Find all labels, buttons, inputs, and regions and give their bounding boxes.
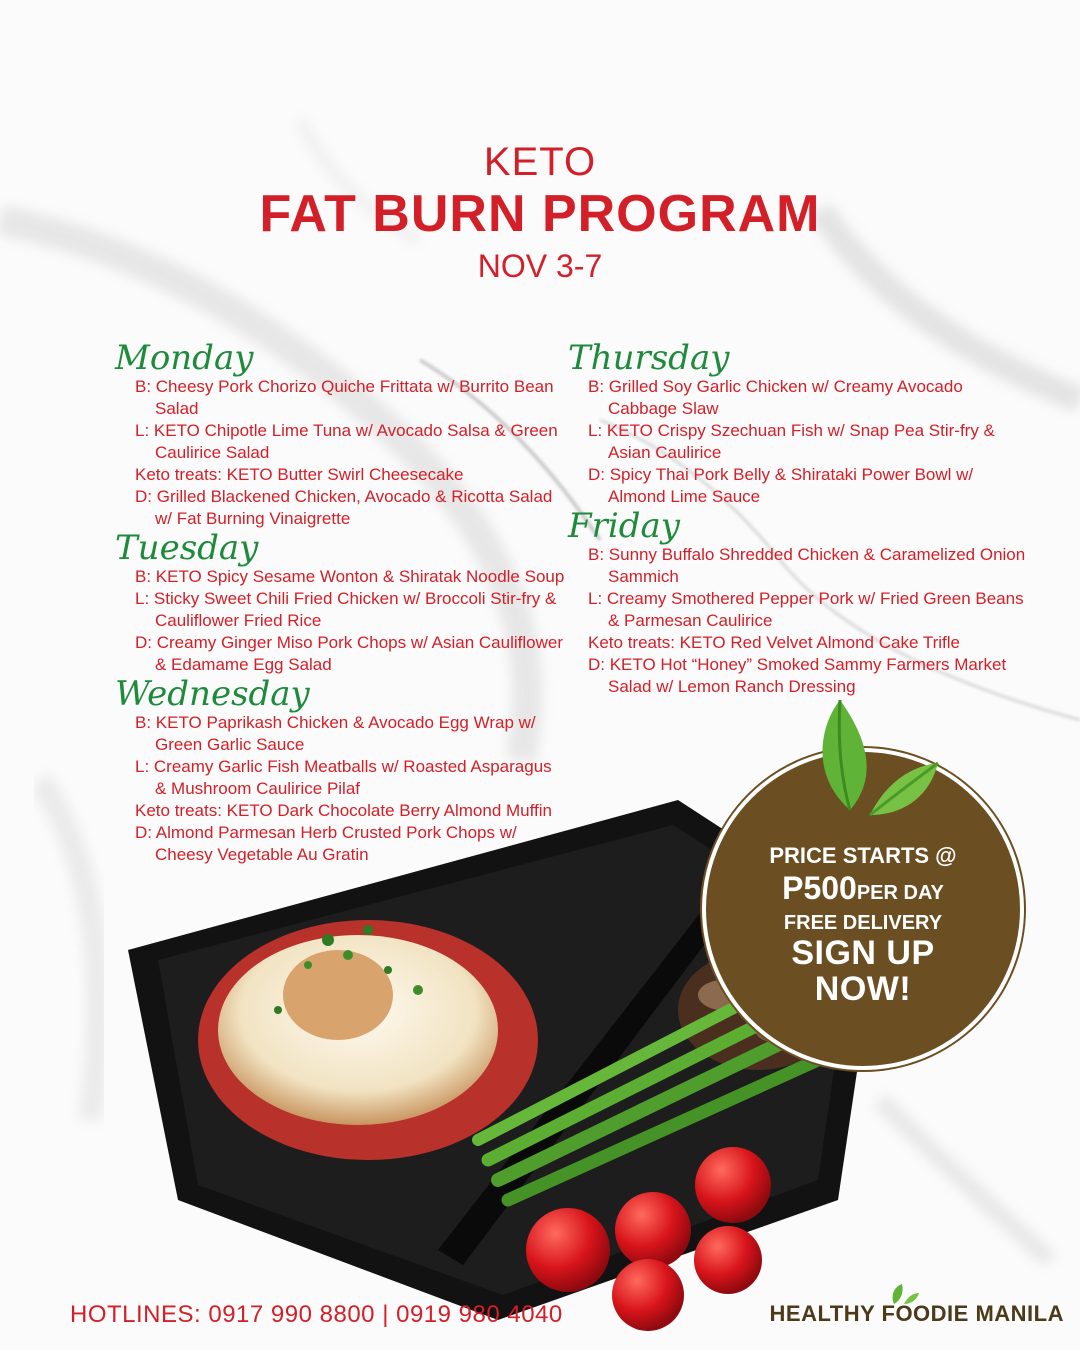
wednesday-breakfast: B: KETO Paprikash Chicken & Avocado Egg Wrap w/ Green Garlic Sauce bbox=[135, 713, 536, 754]
tuesday-lunch: L: Sticky Sweet Chili Fried Chicken w/ Broccoli Stir-fry & Cauliflower Fried Rice bbox=[135, 589, 557, 630]
badge-price-unit: PER DAY bbox=[856, 882, 944, 904]
wednesday-treat: Keto treats: KETO Dark Chocolate Berry Almond Muffin bbox=[135, 801, 552, 820]
monday-treat: Keto treats: KETO Butter Swirl Cheesecake bbox=[135, 465, 464, 484]
thursday-lunch: L: KETO Crispy Szechuan Fish w/ Snap Pea Stir-fry & Asian Caulirice bbox=[588, 421, 995, 462]
day-title-thursday: Thursday bbox=[568, 338, 730, 378]
program-header bbox=[0, 140, 1080, 286]
monday-lunch: L: KETO Chipotle Lime Tuna w/ Avocado Salsa & Green Caulirice Salad bbox=[135, 421, 558, 462]
header-keto: KETO bbox=[483, 140, 597, 184]
badge-sign-up: SIGN UP bbox=[791, 934, 935, 972]
day-title-monday: Monday bbox=[115, 338, 254, 378]
day-title-friday: Friday bbox=[568, 506, 680, 546]
brand-name: HEALTHY FOODIE MANILA bbox=[769, 1301, 1064, 1326]
day-title-wednesday: Wednesday bbox=[115, 674, 310, 714]
tuesday-breakfast: B: KETO Spicy Sesame Wonton & Shiratak Noodle Soup bbox=[135, 567, 565, 586]
friday-treat: Keto treats: KETO Red Velvet Almond Cake Trifle bbox=[588, 633, 960, 652]
day-title-tuesday: Tuesday bbox=[115, 528, 259, 568]
badge-text bbox=[706, 842, 1020, 1007]
header-program-title: FAT BURN PROGRAM bbox=[259, 185, 821, 243]
thursday-dinner: D: Spicy Thai Pork Belly & Shirataki Power Bowl w/ Almond Lime Sauce bbox=[588, 465, 974, 506]
hotlines[interactable]: HOTLINES: 0917 990 8800 | 0919 980 4040 bbox=[70, 1301, 563, 1328]
tuesday-dinner: D: Creamy Ginger Miso Pork Chops w/ Asian Cauliflower & Edamame Egg Salad bbox=[135, 633, 563, 674]
monday-dinner: D: Grilled Blackened Chicken, Avocado & Ricotta Salad w/ Fat Burning Vinaigrette bbox=[135, 487, 553, 528]
badge-price bbox=[706, 870, 1020, 911]
menu-column-left bbox=[115, 338, 565, 866]
thursday-breakfast: B: Grilled Soy Garlic Chicken w/ Creamy Avocado Cabbage Slaw bbox=[588, 377, 963, 418]
header-dates: NOV 3-7 bbox=[477, 248, 603, 284]
badge-now: NOW! bbox=[814, 970, 912, 1008]
wednesday-dinner: D: Almond Parmesan Herb Crusted Pork Chops w/ Cheesy Vegetable Au Gratin bbox=[135, 823, 517, 864]
badge-price-value: P500 bbox=[782, 870, 857, 906]
friday-breakfast: B: Sunny Buffalo Shredded Chicken & Caramelized Onion Sammich bbox=[588, 545, 1026, 586]
wednesday-lunch: L: Creamy Garlic Fish Meatballs w/ Roasted Asparagus & Mushroom Caulirice Pilaf bbox=[135, 757, 552, 798]
monday-breakfast: B: Cheesy Pork Chorizo Quiche Frittata w/ Burrito Bean Salad bbox=[135, 377, 554, 418]
badge-price-starts: PRICE STARTS @ bbox=[769, 843, 957, 868]
friday-lunch: L: Creamy Smothered Pepper Pork w/ Fried Green Beans & Parmesan Caulirice bbox=[588, 589, 1024, 630]
badge-free-delivery: FREE DELIVERY bbox=[783, 912, 943, 934]
leaf-icon bbox=[810, 695, 940, 825]
friday-dinner: D: KETO Hot “Honey” Smoked Sammy Farmers Market Salad w/ Lemon Ranch Dressing bbox=[588, 655, 1007, 696]
menu-column-right bbox=[568, 338, 1028, 698]
